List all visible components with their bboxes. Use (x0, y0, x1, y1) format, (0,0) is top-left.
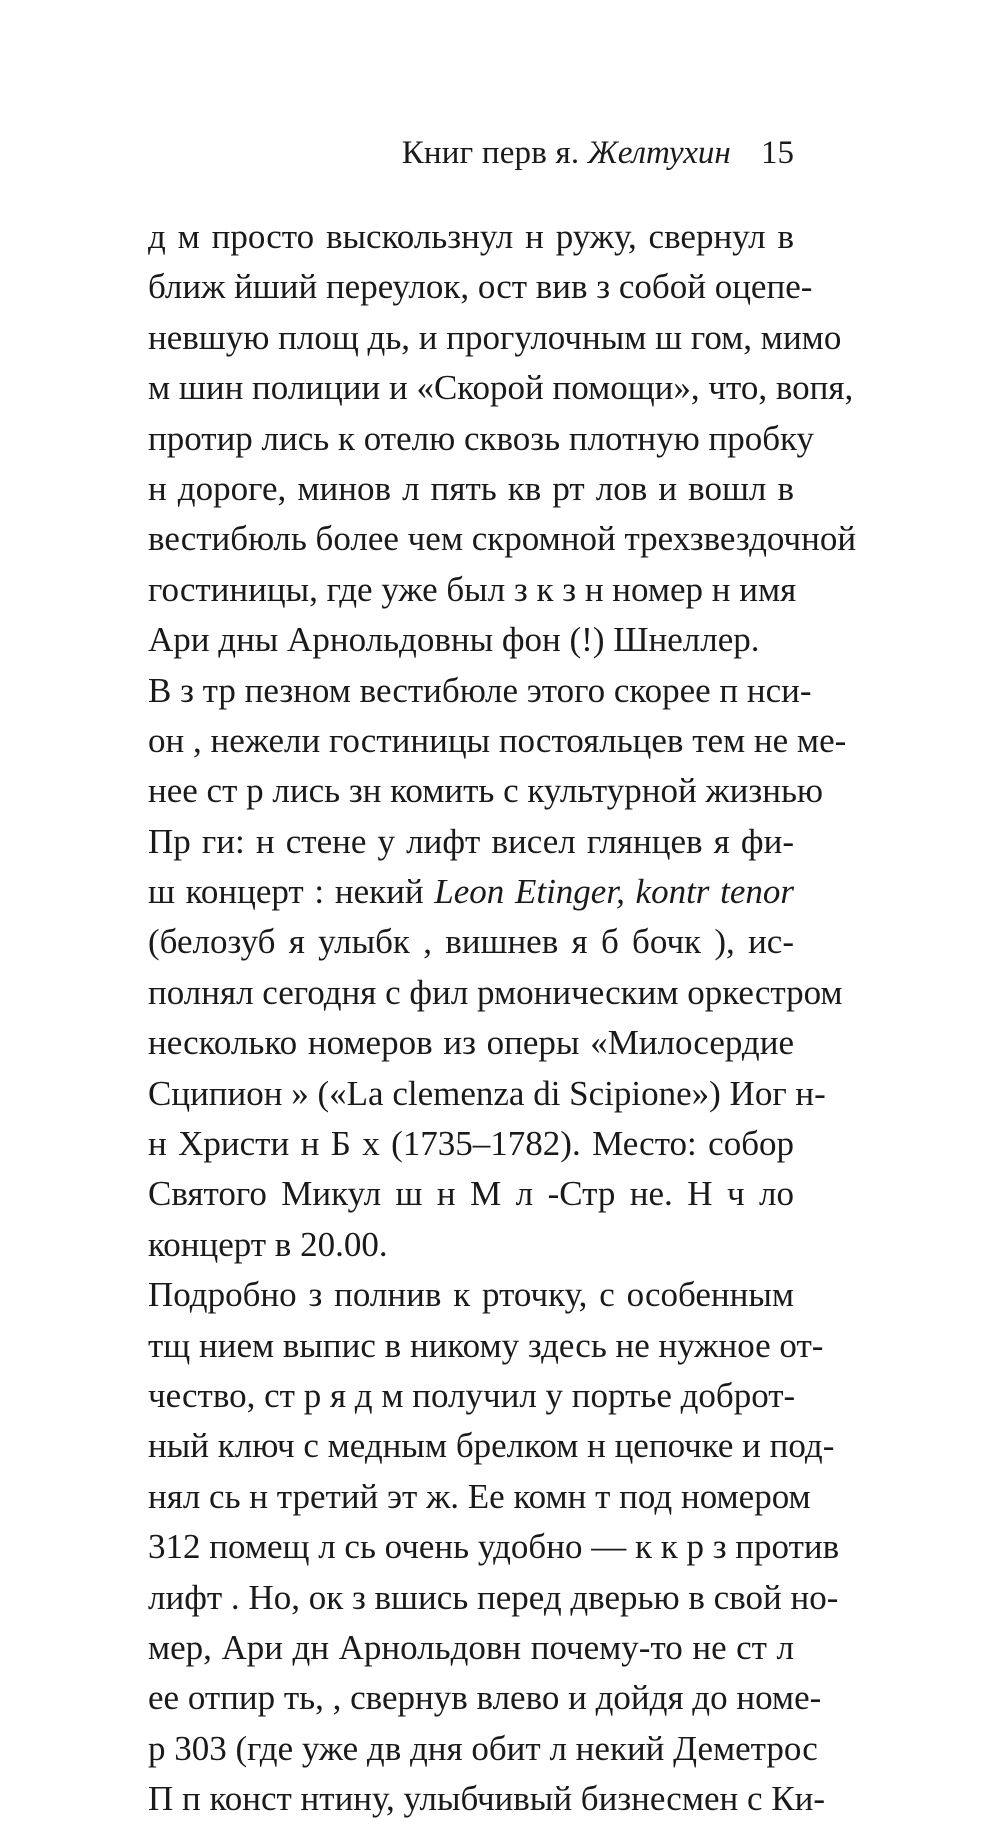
line-text: несколько номеров из оперы «Милосердие (148, 1023, 794, 1063)
line-text: д м просто выскользнул н ружу, свернул в (148, 217, 794, 256)
text-line (148, 1421, 835, 1471)
text-line (148, 1573, 839, 1623)
text-line (148, 262, 813, 312)
line-text: лифт . Но, ок з вшись перед дверью в свой но- (148, 1577, 839, 1617)
text-line (148, 1018, 794, 1068)
line-text: чество, ст р я д м получил у портье доброт- (148, 1375, 796, 1415)
text-line (148, 766, 824, 816)
line-text: невшую площ дь, и прогулочным ш гом, мимо (148, 317, 842, 357)
chapter-title: Желтухин (587, 135, 731, 171)
text-line (148, 514, 857, 564)
text-line (148, 212, 794, 262)
text-line (148, 1321, 824, 1371)
text-line (148, 1623, 794, 1673)
line-text: протир лись к отелю сквозь плотную пробку (148, 418, 815, 458)
text-line (148, 313, 842, 363)
text-line (148, 363, 854, 413)
line-text: тщ нием выпис в никому здесь не нужное от- (148, 1325, 824, 1365)
line-text: он , нежели гостиницы постояльцев тем не ме- (148, 720, 847, 760)
line-text: мер, Ари дн Арнольдовн почему-то не ст л (148, 1627, 794, 1667)
text-line (148, 1371, 794, 1421)
line-text: Сципион » («La clemenza di Scipione») Иог н- (148, 1073, 826, 1113)
text-line (148, 716, 847, 766)
line-text: н дороге, минов л пять кв рт лов и вошл в (148, 468, 794, 508)
text-line (148, 1069, 826, 1119)
line-text: ее отпир ть, , свернув влево и дойдя до номе- (148, 1678, 822, 1718)
line-text: Пр ги: н стене у лифт висел глянцев я фи- (148, 821, 794, 861)
text-line (148, 1119, 794, 1169)
text-line (148, 615, 794, 665)
line-text: Ари дны Арнольдовны фон (!) Шнеллер. (148, 620, 760, 660)
line-text: нее ст р лись зн комить с культурной жизнью (148, 771, 824, 811)
line-text: вестибюль более чем скромной трехзвездочной (148, 519, 857, 559)
line-text: м шин полиции и «Скорой помощи», что, вопя, (148, 368, 854, 408)
text-line (148, 414, 815, 464)
line-text: ближ йший переулок, ост вив з собой оцепе- (148, 267, 813, 307)
line-text: (белозуб я улыбк , вишнев я б бочк ), ис- (148, 922, 794, 962)
line-text: Подробно з полнив к рточку, с особенным (148, 1275, 794, 1315)
text-line (148, 1673, 822, 1723)
text-line (148, 1522, 840, 1572)
text-line (148, 917, 794, 967)
text-line (148, 817, 794, 867)
page-number: 15 (761, 135, 794, 171)
line-text: полнял сегодня с фил рмоническим оркестром (148, 972, 843, 1012)
line-text: концерт в 20.00. (148, 1224, 388, 1264)
book-part-label: Книг перв я. (401, 135, 580, 171)
line-text: н Христи н Б х (1735–1782). Место: собор (148, 1124, 794, 1164)
text-line (148, 464, 794, 514)
paragraph-first-line (148, 1270, 794, 1320)
text-line (148, 565, 797, 615)
text-line (148, 1220, 794, 1270)
line-text: гостиницы, где уже был з к з н номер н имя (148, 569, 797, 609)
running-header (402, 133, 794, 173)
text-line (148, 968, 843, 1018)
text-line (148, 1169, 794, 1219)
line-text: В з тр пезном вестибюле этого скорее п нси- (148, 670, 812, 710)
paragraph-first-line (148, 666, 812, 716)
line-text: ш концерт : некий (148, 872, 424, 912)
line-text: нял сь н третий эт ж. Ее комн т под номером (148, 1476, 811, 1516)
line-text: Святого Микул ш н М л -Стр не. Н ч ло (148, 1174, 794, 1214)
line-italic-text: Leon Etinger, kontr tenor (434, 872, 794, 912)
text-line (148, 1472, 811, 1522)
text-line (148, 867, 794, 917)
line-text: 312 помещ л сь очень удобно — к к р з против (148, 1527, 840, 1567)
text-line (148, 1774, 826, 1824)
line-text: ный ключ с медным брелком н цепочке и под- (148, 1426, 835, 1466)
line-text: П п конст нтину, улыбчивый бизнесмен с Ки- (148, 1779, 826, 1819)
text-line (148, 1724, 818, 1774)
line-text: р 303 (где уже дв дня обит л некий Деметрос (148, 1728, 818, 1768)
